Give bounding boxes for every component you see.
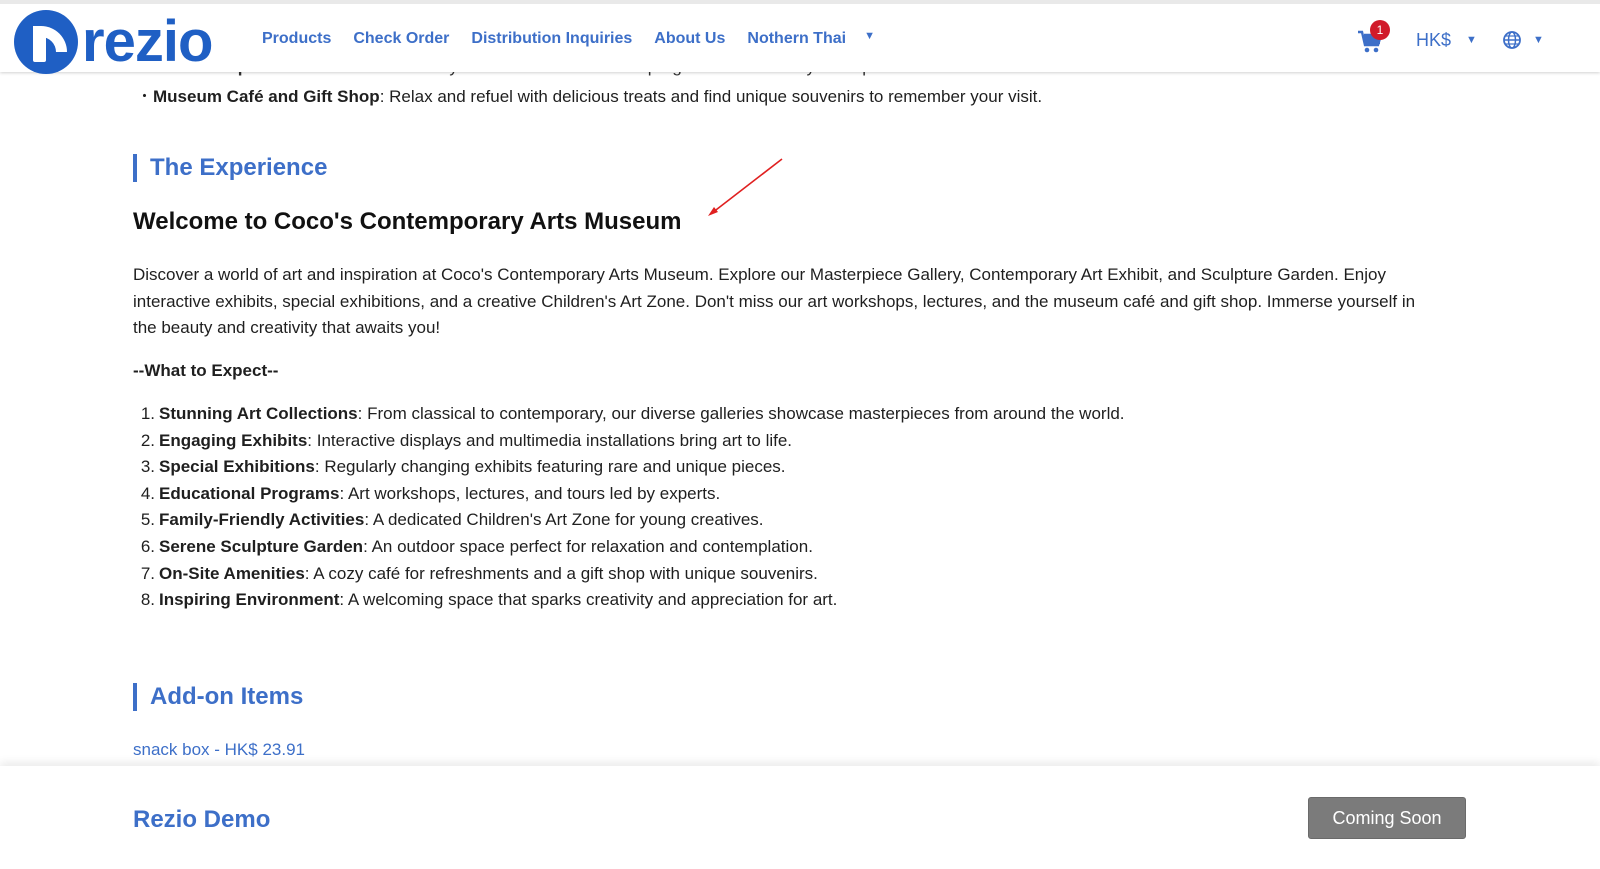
nav-more-caret-icon[interactable]: ▼ <box>864 30 875 42</box>
list-item: 7. On-Site Amenities: A cozy café for refreshments and a gift shop with unique souvenirs. <box>140 563 818 583</box>
language-caret-icon[interactable]: ▼ <box>1533 34 1544 46</box>
list-item: 4. Educational Programs: Art workshops, lectures, and tours led by experts. <box>140 483 721 503</box>
footer-product-title: Rezio Demo <box>133 806 271 833</box>
top-navbar <box>0 0 1600 72</box>
nav-products[interactable]: Products <box>262 30 332 47</box>
nav-about-us[interactable]: About Us <box>654 30 726 47</box>
expect-list <box>133 401 1125 614</box>
expect-title: --What to Expect-- <box>133 361 279 380</box>
list-item: 6. Serene Sculpture Garden: An outdoor space perfect for relaxation and contemplation. <box>140 536 813 556</box>
list-item: 2. Engaging Exhibits: Interactive displays and multimedia installations bring art to life. <box>140 430 793 450</box>
list-item: 8. Inspiring Environment: A welcoming space that sparks creativity and appreciation for art. <box>140 590 838 610</box>
logo-mark-icon <box>14 10 78 74</box>
addon-heading: Add-on Items <box>133 683 303 711</box>
previous-list-item: ・Museum Café and Gift Shop: Relax and refuel with delicious treats and find unique souvenirs to remember your visit. <box>136 87 1043 106</box>
rezio-logo[interactable] <box>14 10 212 74</box>
bottom-bar <box>0 766 1600 869</box>
welcome-title: Welcome to Coco's Contemporary Arts Museum <box>133 208 682 235</box>
currency-selector[interactable]: HK$ <box>1416 30 1452 50</box>
nav-distribution-inquiries[interactable]: Distribution Inquiries <box>471 30 633 47</box>
list-item: 5. Family-Friendly Activities: A dedicated Children's Art Zone for young creatives. <box>140 510 764 530</box>
currency-caret-icon[interactable]: ▼ <box>1466 34 1477 46</box>
nav-check-order[interactable]: Check Order <box>353 30 450 47</box>
addon-item-link[interactable]: snack box - HK$ 23.91 <box>133 740 305 759</box>
list-item: 1. Stunning Art Collections: From classical to contemporary, our diverse galleries showcase masterpieces from around the world. <box>140 404 1125 423</box>
globe-icon[interactable] <box>1502 30 1522 50</box>
coming-soon-button[interactable]: Coming Soon <box>1308 797 1466 839</box>
list-item: 3. Special Exhibitions: Regularly changing exhibits featuring rare and unique pieces. <box>140 457 786 477</box>
cart-count-badge: 1 <box>1370 20 1390 40</box>
experience-heading: The Experience <box>133 154 327 182</box>
experience-description: Discover a world of art and inspiration at Coco's Contemporary Arts Museum. Explore our Masterpiece Gallery, Contemporary Art Exhibit, and Sculpture Garden. Enjoy interactive exhibits, special exhibitions, and a creative Children's Art Zone. Don't miss our art workshops, lectures, and the museum café and gift shop. Immerse yourself in the beauty and creativity that awaits you! <box>133 265 1416 337</box>
main-nav <box>262 30 897 48</box>
nav-nothern-thai[interactable]: Nothern Thai <box>747 30 847 47</box>
logo-text: rezio <box>82 9 213 74</box>
